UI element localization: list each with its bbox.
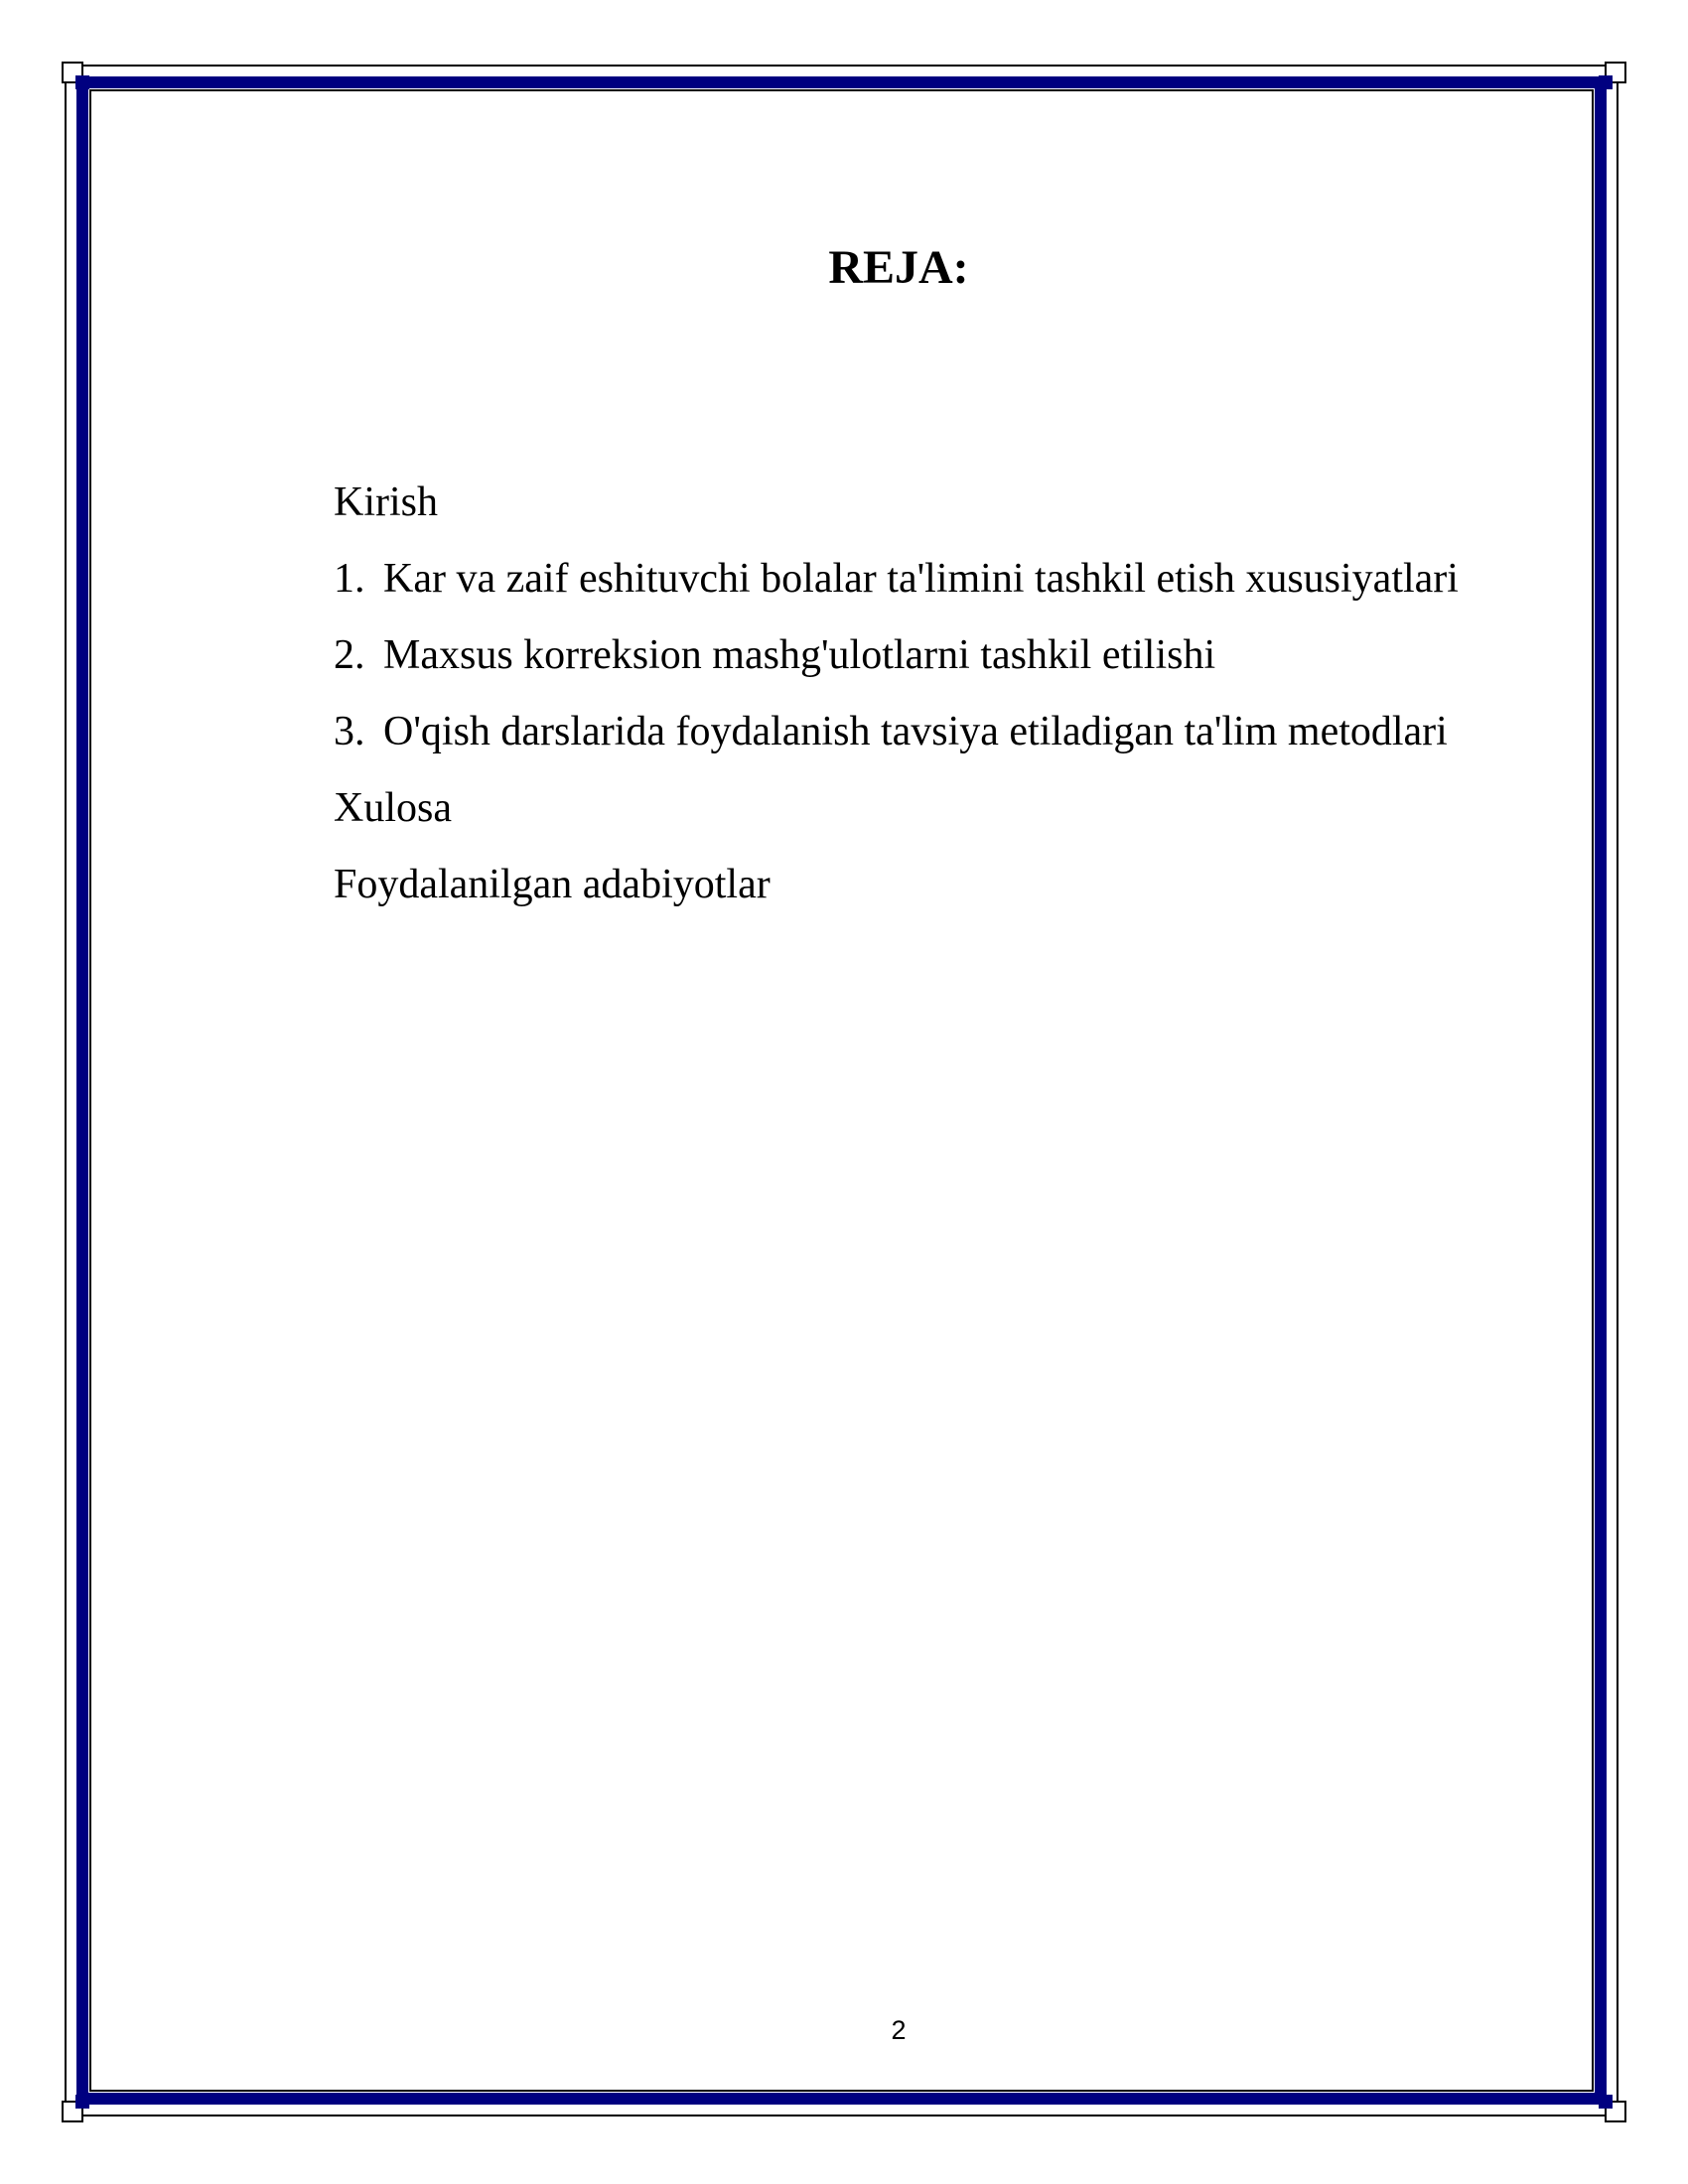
plan-item	[334, 778, 1575, 855]
page-number: 2	[891, 2015, 907, 2045]
plan-item-text: O'qish darslarida foydalanish tavsiya etiladigan ta'lim metodlari	[383, 709, 1448, 754]
plan-item	[334, 702, 1575, 778]
border-corner-bottom-left	[62, 2087, 97, 2122]
border-corner-top-right	[1591, 62, 1626, 97]
border-corner-bottom-right	[1591, 2087, 1626, 2122]
plan-item-text: Maxsus korreksion mashg'ulotlarni tashkil etilishi	[383, 632, 1216, 678]
plan-item-text: Kirish	[334, 479, 438, 525]
border-corner-top-left	[62, 62, 97, 97]
plan-item	[334, 625, 1575, 702]
page-border-inner	[89, 89, 1594, 2092]
plan-item-number: 1.	[334, 556, 365, 602]
plan-list	[334, 473, 1575, 931]
plan-item	[334, 473, 1575, 549]
page-title: REJA:	[828, 241, 969, 294]
plan-item	[334, 549, 1575, 625]
plan-item-text: Xulosa	[334, 785, 452, 831]
plan-item-number: 2.	[334, 632, 365, 678]
plan-item	[334, 855, 1575, 931]
plan-item-number: 3.	[334, 709, 365, 754]
plan-item-text: Kar va zaif eshituvchi bolalar ta'limini tashkil etish xususiyatlari	[383, 556, 1459, 602]
plan-item-text: Foydalanilgan adabiyotlar	[334, 862, 771, 907]
